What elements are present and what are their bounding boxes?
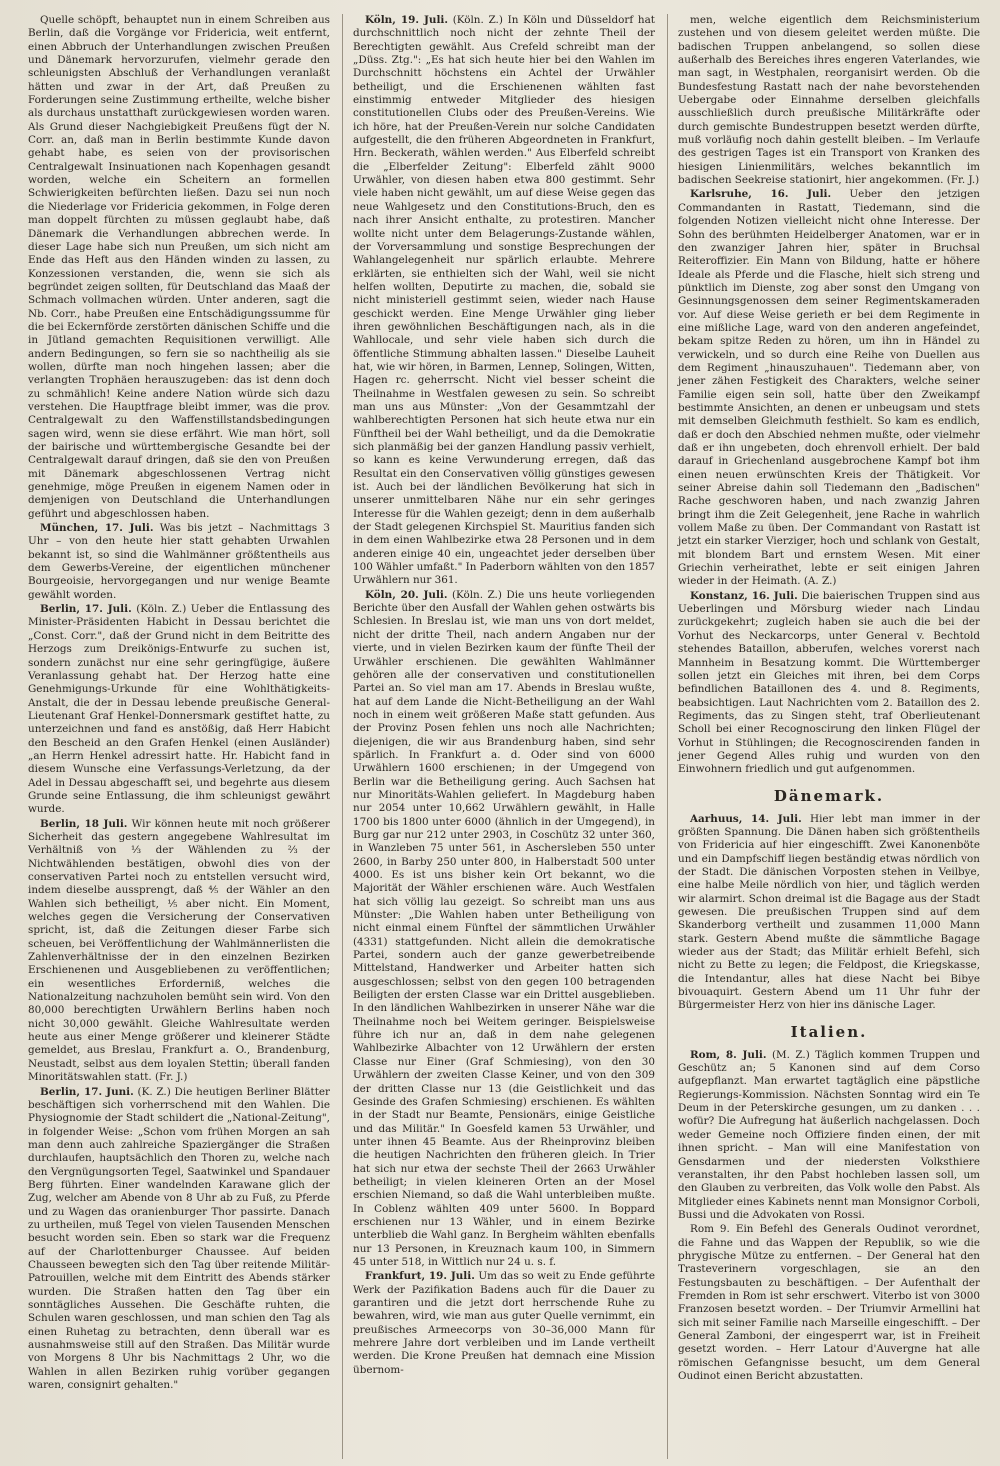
dateline: Berlin, 17. Juli. (40, 603, 132, 616)
dateline: Berlin, 17. Juni. (40, 1085, 134, 1098)
section-heading-italy: Italien. (790, 1022, 868, 1041)
dateline: Rom, 8. Juli. (690, 1048, 767, 1061)
dateline: Karlsruhe, 16. Juli. (690, 188, 832, 201)
article-paragraph: Karlsruhe, 16. Juli. Ueber den jetzigen Commandanten in Rastatt, Tiedemann, sind die folgenden Notizen vielleicht nicht ohne Interesse. Der Sohn des berühmten Heidelberger Anatomen, war er in den zwanziger Jahren hier, später in Bruchsal Reiteroffizier. Ein Mann von Bildung, hatte er höhere Ideale als Pferde und die Flasche, hielt sich streng und pünktlich im Dienste, zog aber sonst den Umgang von Gesinnungsgenossen dem seiner Regimentskameraden vor. Auf diese Weise gerieth er bei dem Regimente in eine mißliche Lage, ward von den anderen angefeindet, bekam spitze Reden zu hören, um ihn in Händel zu verwickeln, und so durch eine Reihe von Duellen aus dem Regiment „hinauszuhauen". Tiedemann aber, von jener zähen Festigkeit des Charakters, welche seiner Familie eigen sein soll, hatte über den Zweikampf bestimmte Ansichten, an denen er unbeugsam und stets mit demselben Gleichmuth festhielt. So kam es endlich, daß er doch den Abschied nehmen mußte, oder vielmehr daß er ihn ungebeten, doch ehrenvoll erhielt. Der bald darauf in Griechenland ausgebrochene Kampf bot ihm einen neuen erwünschten Kreis der Thätigkeit. Vor seiner Abreise dahin soll Tiedemann den „Badischen" Rache geschworen haben, und nach zwanzig Jahren bringt ihm die Zeit Gelegenheit, jene Rache in wahrlich vollem Maße zu üben. Der Commandant von Rastatt ist jetzt ein starker Vierziger, hoch und schlank von Gestalt, mit blondem Bart und ernstem Wesen. Mit einer Griechin verheirathet, lebte er seit einigen Jahren wieder in der Heimath. (A. Z.) (678, 188, 980, 588)
article-paragraph: Rom, 8. Juli. (M. Z.) Täglich kommen Truppen und Geschütz an; 5 Kanonen sind auf dem Corso aufgepflanzt. Man erwartet tagtäglich eine päpstliche Regierungs-Kommission. Nächsten Sonntag wird ein Te Deum in der Peterskirche gesungen, um zu danken . . . wofür? Die Aufregung hat äußerlich nachgelassen. Doch weder Gemeine noch Offiziere finden einen, der mit ihnen spricht. – Man will eine Manifestation von Gensdarmen und der niedersten Volksthiere veranstalten, ihr den Pabst hochleben lassen soll, um den Glauben zu verbreiten, das Volk wolle den Pabst. Als Mitglieder eines Kabinets nennt man Monsignor Corboli, Bussi und die Advokaten von Rossi. (678, 1048, 980, 1221)
article-paragraph: Köln, 19. Juli. (Köln. Z.) In Köln und Düsseldorf hat durchschnittlich noch nicht der zehnte Theil der Berechtigten gewählt. Aus Crefeld schreibt man der „Düss. Ztg.": „Es hat sich heute hier bei den Wahlen im Durchschnitt höchstens ein Achtel der Urwähler betheiligt, und die Erschienenen wählten fast einstimmig entweder Mitglieder des hiesigen constitutionellen Clubs oder des Preußen-Vereins. Wie ich höre, hat der Preußen-Verein nur solche Candidaten aufgestellt, die den früheren Abgeordneten in Frankfurt, Hrn. Beckerath, wählen werden." Aus Elberfeld schreibt die „Elberfelder Zeitung": Elberfeld zählt 9000 Urwähler, von diesen haben etwa 800 gestimmt. Sehr viele haben nicht gewählt, um auf diese Weise gegen das neue Wahlgesetz und den Constitutions-Bruch, den es nach ihrer Ansicht enthalte, zu protestiren. Mancher wollte nicht unter dem Belagerungs-Zustande wählen, der Vorversammlung und sonstige Besprechungen der Wahlangelegenheit nur spärlich erlaubte. Mehrere erklärten, sie enthielten sich der Wahl, weil sie nicht helfen wollten, Deputirte zu machen, die, sobald sie nicht ministeriell gestimmt seien, wieder nach Hause geschickt werden. Eine Menge Urwähler ging lieber ihren gewöhnlichen Beschäftigungen nach, als in die Wahllocale, und sehr viele haben sich durch die öffentliche Stimmung abhalten lassen." Dieselbe Lauheit hat, wie wir hören, in Barmen, Lennep, Solingen, Witten, Hagen rc. geherrscht. Nicht viel besser scheint die Theilnahme in Westfalen gewesen zu sein. So schreibt man uns aus Münster: „Von der Gesammtzahl der wahlberechtigten Personen hat sich heute etwa nur ein Fünftheil bei der Wahl betheiligt, und da die Demokratie sich planmäßig bei der ganzen Handlung passiv verhielt, so kann es keine Verwunderung erregen, daß das Resultat ein den Conservativen völlig günstiges gewesen ist. Auch bei der ländlichen Bevölkerung hat sich in unserer unmittelbaren Nähe nur ein sehr geringes Interesse für die Wahlen gezeigt; denn in dem außerhalb der Stadt gelegenen Kirchspiel St. Mauritius fanden sich in dem einen Wahlbezirke etwa 28 Personen und in dem anderen einige 40 ein, ungeachtet jeder derselben über 100 Wähler umfaßt." In Paderborn wählten von den 1857 Urwählern nur 361. (353, 14, 655, 587)
dateline: Aarhuus, 14. Juli. (690, 812, 802, 825)
article-paragraph: Berlin, 17. Juli. (Köln. Z.) Ueber die Entlassung des Minister-Präsidenten Habicht in Dessau berichtet die „Const. Corr.", daß der Grund nicht in dem Beitritte des Herzogs zum Dreikönigs-Entwurfe zu suchen ist, sondern zunächst nur eine sehr geringfügige, äußere Veranlassung gehabt hat. Der Herzog hatte eine Genehmigungs-Urkunde für eine Wohlthätigkeits-Anstalt, die der in Dessau lebende preußische General-Lieutenant Graf Henkel-Donnersmark gestiftet hatte, zu unterzeichnen und fand es anstößig, daß Herr Habicht den Bescheid an den Grafen Henkel (einen Ausländer) „an Herrn Henkel adressirt hatte. Hr. Habicht fand in diesem Wunsche eine Verfassungs-Verletzung, da der Adel in Dessau abgeschafft sei, und begehrte aus diesem Grunde seine Entlassung, die ihm schleunigst gewährt wurde. (28, 603, 330, 816)
dateline: Berlin, 18 Juli. (40, 817, 128, 830)
article-paragraph: Köln, 20. Juli. (Köln. Z.) Die uns heute vorliegenden Berichte über den Ausfall der Wahlen gehen ostwärts bis Schlesien. In Breslau ist, wie man uns von dort meldet, nicht der dritte Theil, nach andern Angaben nur der vierte, und in vielen Bezirken kaum der fünfte Theil der Urwähler erschienen. Die gewählten Wahlmänner gehören alle der conservativen und constitutionellen Partei an. So viel man am 17. Abends in Breslau wußte, hat auf dem Lande die Nicht-Betheiligung an der Wahl noch in einem weit größeren Maße statt gefunden. Aus der Provinz Posen fehlen uns noch alle Nachrichten; diejenigen, die wir aus Brandenburg haben, sind sehr spärlich. In Frankfurt a. d. Oder sind von 6000 Urwählern 1600 erschienen; in der Umgegend von Berlin war die Betheiligung gering. Auch Sachsen hat nur Minoritäts-Wahlen geliefert. In Magdeburg haben nur 2054 unter 10,662 Urwählern gewählt, in Halle 1700 bis 1800 unter 6000 (ähnlich in der Umgegend), in Burg gar nur 212 unter 2903, in Coschütz 32 unter 360, in Wanzleben 75 unter 561, in Aschersleben 550 unter 2600, in Barby 250 unter 800, in Halberstadt 500 unter 4000. Es ist uns bisher kein Ort bekannt, wo die Majorität der Wähler erschienen wäre. Auch Westfalen hat sich völlig lau gezeigt. So schreibt man uns aus Münster: „Die Wahlen haben unter Betheiligung von nicht einmal einem Fünftel der sämmtlichen Urwähler (4331) stattgefunden. Nicht allein die demokratische Partei, sondern auch der ganze gewerbetreibende Mittelstand, Handwerker und Arbeiter hatten sich ausgeschlossen; selbst von den gegen 100 betragenden Beiligten der ersten Classe war ein Drittel ausgeblieben. In den ländlichen Wahlbezirken in unserer Nähe war die Theilnahme noch bei Weitem geringer. Beispielsweise führe ich nur an, daß in dem nahe gelegenen Wahlbezirke Albachter von 12 Urwählern der ersten Classe nur Einer (Graf Schmiesing), von den 30 Urwählern der zweiten Classe Keiner, und von den 309 der dritten Classe nur 13 (die Geistlichkeit und das Gesinde des Grafen Schmiesing) erschienen. Es wählten in der Stadt nur Beamte, Pensionärs, einige Geistliche und das Militär." In Goesfeld kamen 53 Urwähler, und unter ihnen 45 Beamte. Aus der Rheinprovinz bleiben die heutigen Nachrichten den früheren gleich. In Trier hat sich nur etwa der sechste Theil der 2663 Urwähler betheiligt; in vielen kleineren Orten an der Mosel erschien Niemand, so daß die Wahl unterbleiben mußte. In Coblenz wählten 409 unter 5600. In Boppard erschienen nur 13 Wähler, und in einem Bezirke unterblieb die Wahl ganz. In Bergheim wählten ebenfalls nur 13 Personen, in Kreuznach kaum 100, in Simmern 45 unter 518, in Wittlich nur 24 u. s. f. (353, 588, 655, 1268)
article-paragraph: Quelle schöpft, behauptet nun in einem Schreiben aus Berlin, daß die Vorgänge vor Fridericia, weit entfernt, einen Abbruch der Unterhandlungen zwischen Preußen und Dänemark hervorzurufen, vielmehr gerade den schleunigsten Abschluß der Verhandlungen veranlaßt hätten und zwar in der Art, daß Preußen zu Forderungen seine Zustimmung ertheilte, welche bisher als durchaus unstatthaft zurückgewiesen worden waren. Als Grund dieser Nachgiebigkeit Preußens fügt der N. Corr. an, daß man in Berlin bestimmte Kunde davon gehabt habe, es seien von der provisorischen Centralgewalt Insinuationen nach Kopenhagen gesandt worden, welche ein Scheitern an formellen Schwierigkeiten befürchten ließen. Dazu sei nun noch die Niederlage vor Fridericia gekommen, in Folge deren man doppelt fürchten zu müssen geglaubt habe, daß Dänemark die Verhandlungen abbrechen werde. In dieser Lage habe sich nun Preußen, um sich nicht am Ende das Heft aus den Händen winden zu lassen, zu Konzessionen verstanden, die, wenn sie sich als begründet zeigen sollten, für Deutschland das Maaß der Schmach vollmachen würden. Unter anderen, sagt die Nb. Corr., habe Preußen eine Entschädigungssumme für die bei Eckernförde zerstörten dänischen Schiffe und die in Jütland gemachten Requisitionen verwilligt. Alle andern Bedingungen, so fern sie so nachtheilig als sie wollen, dürfte man noch hingehen lassen; aber die verlangten Trophäen herauszugeben: das ist denn doch zu schmählich! Keine andere Nation würde sich dazu verstehen. Die Hauptfrage bleibt immer, was die prov. Centralgewalt zu den Waffenstillstandsbedingungen sagen wird, wenn sie diese erfährt. Wie man hört, soll der bairische und württembergische Gesandte bei der Centralgewalt darauf dringen, daß sie den von Preußen mit Dänemark abgeschlossenen Vertrag nicht genehmige, möge Preußen in eigenem Namen oder in demjenigen von Deutschland die Unterhandlungen geführt und abgeschlossen haben. (28, 14, 330, 520)
article-paragraph: Aarhuus, 14. Juli. Hier lebt man immer in der größten Spannung. Die Dänen haben sich größtentheils von Fridericia auf hier eingeschifft. Zwei Kanonenböte und ein Dampfschiff liegen beständig etwas nördlich von der Stadt. Die dänischen Vorposten stehen in Veilbye, eine halbe Meile nördlich von hier, und täglich werden wir alarmirt. Schon dreimal ist die Bagage aus der Stadt gewesen. Die preußischen Truppen sind auf dem Skanderborg vertheilt und zusammen 11,000 Mann stark. Gestern Abend mußte die sämmtliche Bagage wieder aus der Stadt; das Militär erhielt Befehl, sich nicht zu Bette zu legen; die Feldpost, die Kriegskasse, die Intendantur, alles hat diese Nacht bei Bibye bivouaquirt. Gestern Abend um 11 Uhr fuhr der Bürgermeister Herz von hier ins dänische Lager. (678, 812, 980, 1012)
article-paragraph: Berlin, 18 Juli. Wir können heute mit noch größerer Sicherheit das gestern angegebene Wahlresultat im Verhältniß von ⅓ der Wählenden zu ⅔ der Nichtwählenden bestätigen, obwohl dies von der conservativen Partei noch zu entstellen versucht wird, indem dieselbe aussprengt, daß ⅘ der Wähler an den Wahlen sich betheiligt, ⅕ aber nicht. Ein Moment, welches gegen die Versicherung der Conservativen spricht, ist, daß die Zeitungen dieser Farbe sich scheuen, bei Veröffentlichung der Wahlmännerlisten die Zahlenverhältnisse der in den einzelnen Bezirken Erschienenen und Ausgebliebenen zu veröffentlichen; ein wesentliches Erforderniß, welches die Nationalzeitung nachzuholen bemüht sein wird. Von den 80,000 berechtigten Urwählern Berlins haben noch nicht 30,000 gewählt. Gleiche Wahlresultate werden heute aus einer Menge größerer und kleinerer Städte gemeldet, aus Breslau, Frankfurt a. O., Brandenburg, Neustadt, selbst aus dem loyalen Stettin; überall fanden Minoritätswahlen statt. (Fr. J.) (28, 817, 330, 1084)
article-paragraph: men, welche eigentlich dem Reichsministerium zustehen und von diesem geleitet werden müßte. Die badischen Truppen anbelangend, so sollen diese außerhalb des Bereiches ihres engeren Vaterlandes, wie man sagt, in Westphalen, reorganisirt werden. Ob die Bundesfestung Rastatt nach der nahe bevorstehenden Uebergabe oder Einnahme derselben gleichfalls ausschließlich durch preußische Militärkräfte oder durch gemischte Bundestruppen besetzt werden dürfte, muß vorläufig noch dahin gestellt bleiben. – Im Verlaufe des gestrigen Tages ist ein Transport von Kranken des hiesigen Linienmilitärs, welches bekanntlich im badischen Seekreise stationirt, hier angekommen. (Fr. J.) (678, 14, 980, 187)
dateline: Frankfurt, 19. Juli. (365, 1270, 475, 1283)
article-paragraph: Rom 9. Ein Befehl des Generals Oudinot verordnet, die Fahne und das Wappen der Republik, so wie die phrygische Mütze zu entfernen. – Der General hat den Trasteverinern vorgeschlagen, sie an den Festungsbauten zu beschäftigen. – Der Aufenthalt der Fremden in Rom ist sehr erschwert. Viterbo ist von 3000 Franzosen besetzt worden. – Der Triumvir Armellini hat sich mit seiner Familie nach Marseille eingeschifft. – Der General Zamboni, der eingesperrt war, ist in Freiheit gesetzt worden. – Herr Latour d'Auvergne hat alle römischen Gefangnisse besucht, um dem General Oudinot einen Bericht abzustatten. (678, 1223, 980, 1382)
section-heading-denmark: Dänemark. (773, 786, 885, 805)
columns (28, 14, 980, 1459)
article-paragraph: Konstanz, 16. Juli. Die baierischen Truppen sind aus Ueberlingen und Mörsburg wieder nach Lindau zurückgekehrt; zugleich haben sie auch die bei der Vorhut des Neckarcorps, unter General v. Bechtold stehendes Bataillon, abberufen, welches vorerst nach Mannheim in Besatzung kommt. Die Württemberger sollen jetzt ein Gleiches mit ihren, bei dem Corps befindlichen Bataillonen des 4. und 8. Regiments, beabsichtigen. Laut Nachrichten vom 2. Bataillon des 2. Regiments, das zu Singen steht, traf Oberlieutenant Scholl bei einer Recognoscirung den linken Flügel der Vorhut in Stühlingen; die Recognoscirenden fanden in jener Gegend Alles ruhig und wurden von den Einwohnern friedlich und gut aufgenommen. (678, 589, 980, 776)
dateline: München, 17. Juli. (40, 522, 154, 535)
article-paragraph: Frankfurt, 19. Juli. Um das so weit zu Ende geführte Werk der Pazifikation Badens auch für die Dauer zu garantiren und die jetzt dort herrschende Ruhe zu bewahren, wird, wie man aus guter Quelle vernimmt, ein preußisches Armeecorps von 30–36,000 Mann für mehrere Jahre dort verbleiben und im Lande vertheilt werden. Die Krone Preußen hat demnach eine Mission übernom- (353, 1270, 655, 1376)
column-2 (342, 14, 655, 1459)
dateline: Konstanz, 16. Juli. (690, 589, 798, 602)
article-paragraph: München, 17. Juli. Was bis jetzt – Nachmittags 3 Uhr – von den heute hier statt gehabten Urwahlen bekannt ist, so sind die Wahlmänner größtentheils aus dem Gewerbs-Vereine, der eigentlichen münchener Bourgeoisie, hervorgegangen und nur wenige Beamte gewählt worden. (28, 522, 330, 601)
dateline: Köln, 20. Juli. (365, 588, 448, 601)
dateline: Köln, 19. Juli. (365, 14, 448, 26)
column-1 (28, 14, 330, 1459)
article-paragraph: Berlin, 17. Juni. (K. Z.) Die heutigen Berliner Blätter beschäftigen sich vorherrschend mit den Wahlen. Die Physiognomie der Stadt schildert die „National-Zeitung", in folgender Weise: „Schon vom frühen Morgen an sah man denn auch zahlreiche Spaziergänger die Straßen durchlaufen, hauptsächlich den Thoren zu, welche nach den Vergnügungsorten Tegel, Saatwinkel und Spandauer Berg führten. Einer wandelnden Karawane glich der Zug, welcher am Abende von 8 Uhr ab zu Fuß, zu Pferde und zu Wagen das oranienburger Thor passirte. Danach zu urtheilen, muß Tegel von vielen Tausenden Menschen besucht worden sein. Eben so stark war die Frequenz auf der Charlottenburger Chaussee. Auf beiden Chausseen bewegten sich den Tag über reitende Militär-Patrouillen, welche mit dem Eintritt des Abends stärker wurden. Die Straßen hatten den Tag über ein sonntägliches Aussehen. Die Geschäfte ruhten, die Schulen waren geschlossen, und man schien den Tag als einen Ruhetag zu betrachten, denn überall war es ausnahmsweise still auf den Straßen. Das Militär wurde von Morgens 8 Uhr bis Nachmittags 2 Uhr, wo die Wahlen in allen Bezirken ruhig vorüber gegangen waren, consignirt gehalten." (28, 1085, 330, 1392)
column-3 (667, 14, 980, 1459)
